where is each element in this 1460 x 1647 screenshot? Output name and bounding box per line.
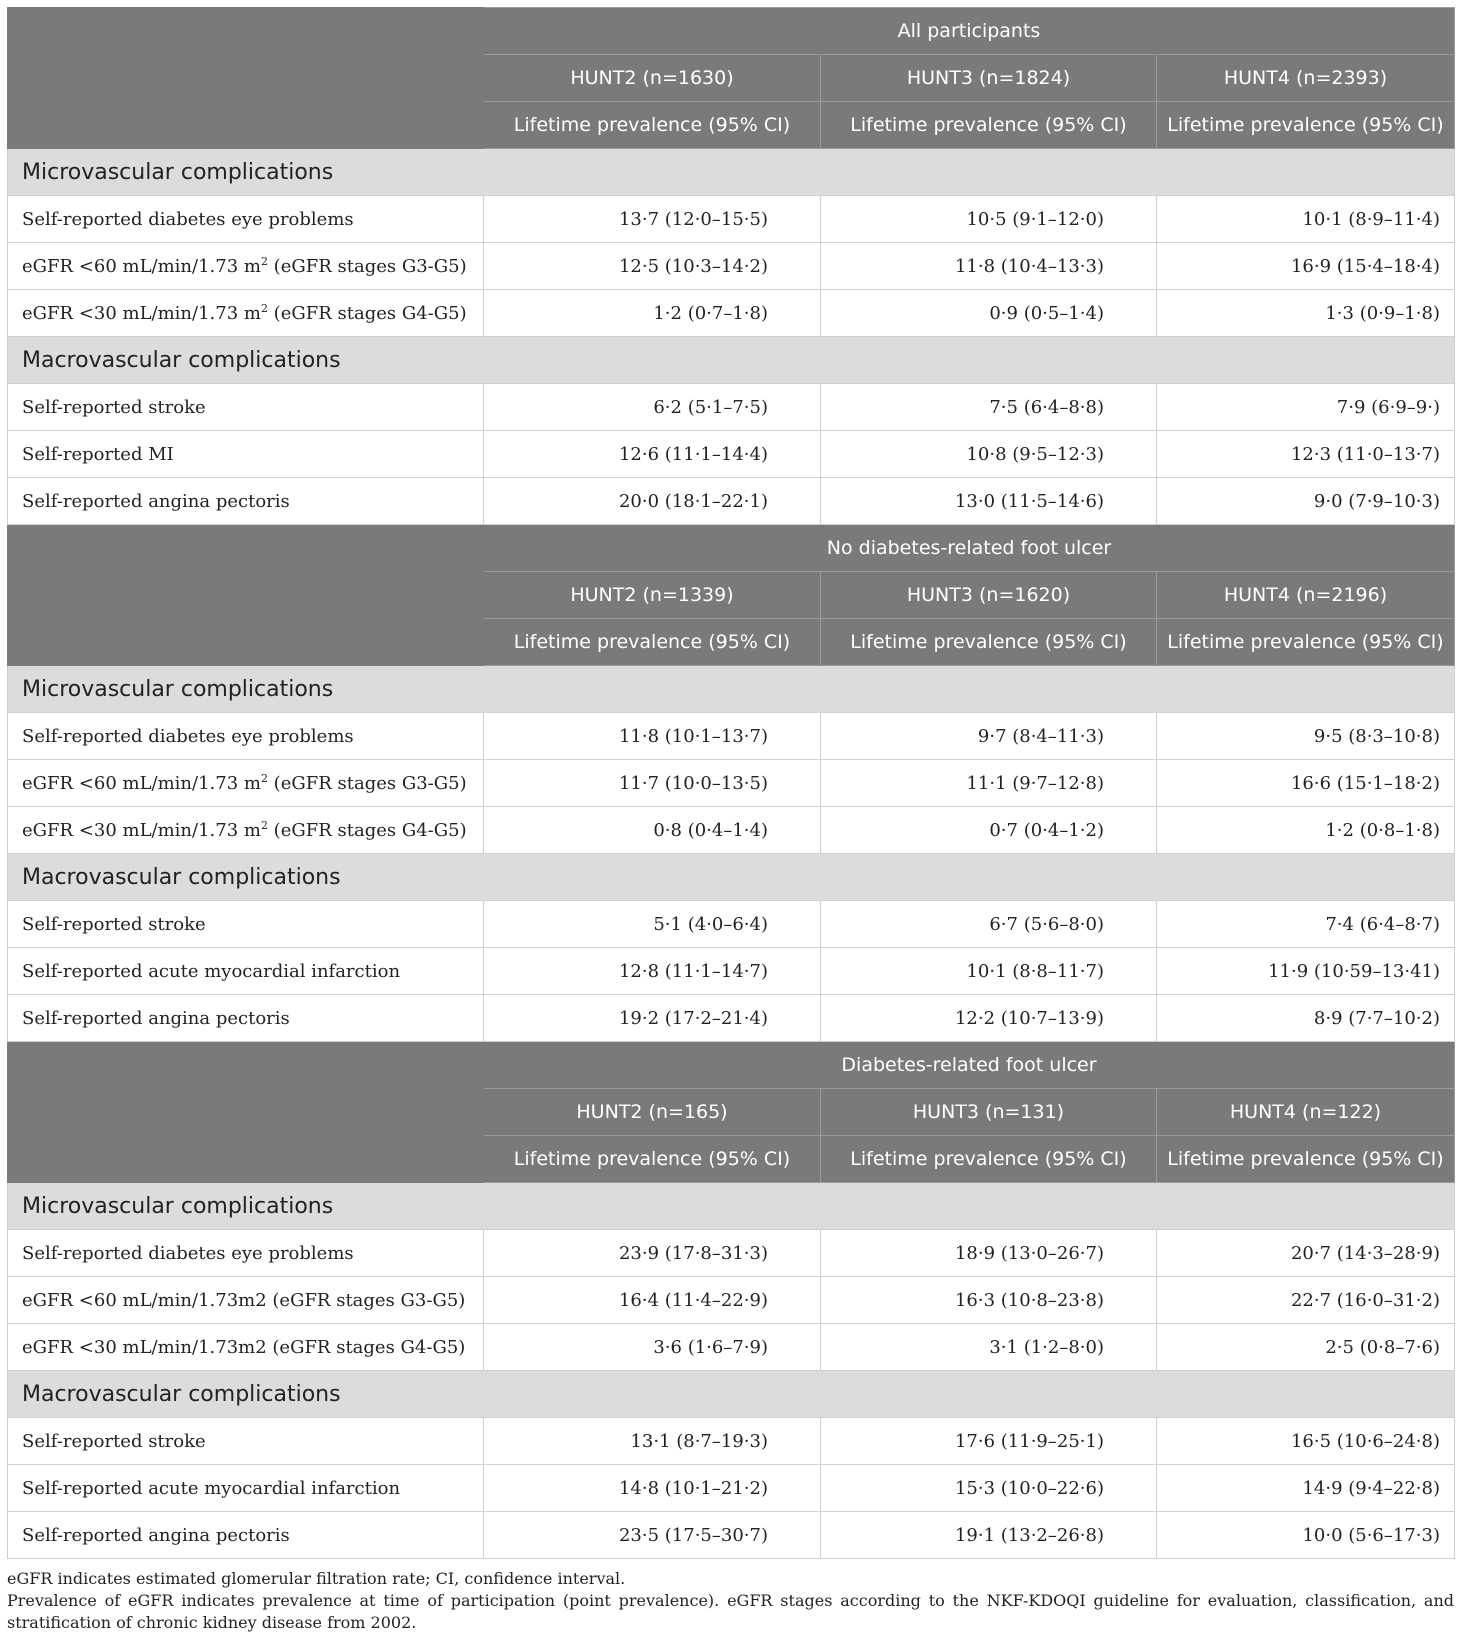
row-label [8, 384, 484, 431]
value-cell: 12·5 (10·3–14·2) [484, 243, 821, 290]
value-cell: 14·8 (10·1–21·2) [484, 1465, 821, 1512]
value-cell: 7·5 (6·4–8·8) [821, 384, 1157, 431]
section-row [8, 1183, 1455, 1230]
row-label-text: Self-reported diabetes eye problems [22, 725, 354, 747]
value-cell: 10·1 (8·8–11·7) [821, 948, 1157, 995]
row-label-superscript: 2 [260, 771, 268, 785]
value-cell: 3·6 (1·6–7·9) [484, 1324, 821, 1371]
value-cell: 13·0 (11·5–14·6) [821, 478, 1157, 525]
row-label [8, 1277, 484, 1324]
row-label-text: Self-reported acute myocardial infarction [22, 1477, 401, 1499]
metric-header: Lifetime prevalence (95% CI) [484, 102, 821, 149]
table-row [8, 1324, 1455, 1371]
table-row [8, 243, 1455, 290]
value-cell: 16·9 (15·4–18·4) [1157, 243, 1455, 290]
group-title: No diabetes-related foot ulcer [484, 525, 1455, 572]
cohort-header: HUNT2 (n=165) [484, 1089, 821, 1136]
row-label [8, 713, 484, 760]
row-label [8, 1512, 484, 1559]
table-row [8, 431, 1455, 478]
table-row [8, 713, 1455, 760]
value-cell: 12·3 (11·0–13·7) [1157, 431, 1455, 478]
value-cell: 16·5 (10·6–24·8) [1157, 1418, 1455, 1465]
metric-header-row [8, 1136, 1455, 1183]
header-spacer [8, 1089, 484, 1136]
value-cell: 20·0 (18·1–22·1) [484, 478, 821, 525]
row-label-suffix: (eGFR stages G4-G5) [267, 302, 467, 324]
value-cell: 13·7 (12·0–15·5) [484, 196, 821, 243]
value-cell: 11·8 (10·1–13·7) [484, 713, 821, 760]
section-row [8, 1371, 1455, 1418]
row-label-text: Self-reported MI [22, 443, 174, 465]
value-cell: 10·1 (8·9–11·4) [1157, 196, 1455, 243]
header-spacer [8, 55, 484, 102]
row-label-suffix: (eGFR stages G3-G5) [267, 255, 467, 277]
row-label-text: eGFR <60 mL/min/1.73 m [22, 772, 261, 794]
value-cell: 1·2 (0·8–1·8) [1157, 807, 1455, 854]
table-row [8, 196, 1455, 243]
table-row [8, 478, 1455, 525]
row-label-text: Self-reported stroke [22, 1430, 206, 1452]
value-cell: 12·6 (11·1–14·4) [484, 431, 821, 478]
value-cell: 1·2 (0·7–1·8) [484, 290, 821, 337]
row-label-text: Self-reported angina pectoris [22, 1007, 290, 1029]
table-row [8, 948, 1455, 995]
section-title: Macrovascular complications [8, 337, 1455, 384]
table-row [8, 384, 1455, 431]
cohort-header-row [8, 572, 1455, 619]
header-spacer [8, 572, 484, 619]
value-cell: 3·1 (1·2–8·0) [821, 1324, 1157, 1371]
metric-header: Lifetime prevalence (95% CI) [484, 1136, 821, 1183]
cohort-header: HUNT3 (n=1620) [821, 572, 1157, 619]
row-label-superscript: 2 [260, 301, 268, 315]
header-spacer [8, 1136, 484, 1183]
value-cell: 11·9 (10·59–13·41) [1157, 948, 1455, 995]
metric-header-row [8, 102, 1455, 149]
row-label-text: eGFR <60 mL/min/1.73m2 (eGFR stages G3-G5) [22, 1289, 466, 1311]
row-label-suffix: (eGFR stages G3-G5) [267, 772, 467, 794]
prevalence-table-container [7, 7, 1454, 1559]
row-label [8, 760, 484, 807]
row-label [8, 948, 484, 995]
section-row [8, 666, 1455, 713]
row-label-text: Self-reported angina pectoris [22, 1524, 290, 1546]
cohort-header: HUNT2 (n=1630) [484, 55, 821, 102]
value-cell: 19·1 (13·2–26·8) [821, 1512, 1157, 1559]
value-cell: 16·4 (11·4–22·9) [484, 1277, 821, 1324]
metric-header-row [8, 619, 1455, 666]
metric-header: Lifetime prevalence (95% CI) [1157, 102, 1455, 149]
row-label-text: Self-reported stroke [22, 913, 206, 935]
cohort-header: HUNT3 (n=1824) [821, 55, 1157, 102]
value-cell: 16·3 (10·8–23·8) [821, 1277, 1157, 1324]
value-cell: 8·9 (7·7–10·2) [1157, 995, 1455, 1042]
value-cell: 2·5 (0·8–7·6) [1157, 1324, 1455, 1371]
value-cell: 18·9 (13·0–26·7) [821, 1230, 1157, 1277]
row-label-text: eGFR <30 mL/min/1.73 m [22, 302, 261, 324]
row-label [8, 1230, 484, 1277]
value-cell: 15·3 (10·0–22·6) [821, 1465, 1157, 1512]
row-label [8, 1465, 484, 1512]
row-label [8, 901, 484, 948]
row-label-text: Self-reported stroke [22, 396, 206, 418]
group-header-row [8, 1042, 1455, 1089]
cohort-header-row [8, 1089, 1455, 1136]
value-cell: 11·8 (10·4–13·3) [821, 243, 1157, 290]
value-cell: 1·3 (0·9–1·8) [1157, 290, 1455, 337]
row-label [8, 290, 484, 337]
metric-header: Lifetime prevalence (95% CI) [484, 619, 821, 666]
section-row [8, 337, 1455, 384]
value-cell: 11·1 (9·7–12·8) [821, 760, 1157, 807]
value-cell: 10·8 (9·5–12·3) [821, 431, 1157, 478]
section-row [8, 149, 1455, 196]
metric-header: Lifetime prevalence (95% CI) [821, 1136, 1157, 1183]
value-cell: 17·6 (11·9–25·1) [821, 1418, 1157, 1465]
value-cell: 10·0 (5·6–17·3) [1157, 1512, 1455, 1559]
table-row [8, 1418, 1455, 1465]
header-spacer [8, 1042, 484, 1089]
cohort-header: HUNT4 (n=2393) [1157, 55, 1455, 102]
table-footnotes [7, 1568, 1454, 1634]
value-cell: 6·7 (5·6–8·0) [821, 901, 1157, 948]
metric-header: Lifetime prevalence (95% CI) [1157, 619, 1455, 666]
value-cell: 13·1 (8·7–19·3) [484, 1418, 821, 1465]
value-cell: 10·5 (9·1–12·0) [821, 196, 1157, 243]
group-title: All participants [484, 8, 1455, 55]
table-row [8, 901, 1455, 948]
footnote-abbreviations: eGFR indicates estimated glomerular filtration rate; CI, confidence interval. [7, 1569, 626, 1588]
section-title: Microvascular complications [8, 666, 1455, 713]
value-cell: 22·7 (16·0–31·2) [1157, 1277, 1455, 1324]
value-cell: 19·2 (17·2–21·4) [484, 995, 821, 1042]
value-cell: 23·9 (17·8–31·3) [484, 1230, 821, 1277]
cohort-header: HUNT3 (n=131) [821, 1089, 1157, 1136]
value-cell: 0·8 (0·4–1·4) [484, 807, 821, 854]
row-label [8, 478, 484, 525]
value-cell: 7·4 (6·4–8·7) [1157, 901, 1455, 948]
header-spacer [8, 102, 484, 149]
row-label-text: Self-reported diabetes eye problems [22, 208, 354, 230]
table-row [8, 995, 1455, 1042]
row-label [8, 1418, 484, 1465]
value-cell: 12·8 (11·1–14·7) [484, 948, 821, 995]
cohort-header: HUNT4 (n=122) [1157, 1089, 1455, 1136]
value-cell: 9·0 (7·9–10·3) [1157, 478, 1455, 525]
header-spacer [8, 619, 484, 666]
group-header-row [8, 525, 1455, 572]
table-row [8, 760, 1455, 807]
table-row [8, 290, 1455, 337]
header-spacer [8, 8, 484, 55]
row-label-superscript: 2 [260, 254, 268, 268]
cohort-header: HUNT4 (n=2196) [1157, 572, 1455, 619]
metric-header: Lifetime prevalence (95% CI) [821, 619, 1157, 666]
group-title: Diabetes-related foot ulcer [484, 1042, 1455, 1089]
table-row [8, 1230, 1455, 1277]
value-cell: 23·5 (17·5–30·7) [484, 1512, 821, 1559]
section-title: Microvascular complications [8, 1183, 1455, 1230]
footnote-egfr: Prevalence of eGFR indicates prevalence at time of participation (point prevalence). eGFR stages according to the NKF-KDOQI guideline for evaluation, classification, and stratification of chronic kidney disease from 2002. [7, 1591, 1454, 1632]
section-title: Macrovascular complications [8, 854, 1455, 901]
row-label-suffix: (eGFR stages G4-G5) [267, 819, 467, 841]
value-cell: 5·1 (4·0–6·4) [484, 901, 821, 948]
value-cell: 11·7 (10·0–13·5) [484, 760, 821, 807]
row-label [8, 196, 484, 243]
prevalence-table [7, 7, 1455, 1559]
table-row [8, 1512, 1455, 1559]
value-cell: 16·6 (15·1–18·2) [1157, 760, 1455, 807]
row-label [8, 995, 484, 1042]
group-header-row [8, 8, 1455, 55]
value-cell: 9·5 (8·3–10·8) [1157, 713, 1455, 760]
value-cell: 9·7 (8·4–11·3) [821, 713, 1157, 760]
row-label-text: Self-reported angina pectoris [22, 490, 290, 512]
metric-header: Lifetime prevalence (95% CI) [1157, 1136, 1455, 1183]
cohort-header-row [8, 55, 1455, 102]
row-label-text: eGFR <30 mL/min/1.73m2 (eGFR stages G4-G5) [22, 1336, 466, 1358]
value-cell: 6·2 (5·1–7·5) [484, 384, 821, 431]
row-label-text: eGFR <30 mL/min/1.73 m [22, 819, 261, 841]
row-label [8, 243, 484, 290]
row-label-text: Self-reported acute myocardial infarction [22, 960, 401, 982]
value-cell: 0·9 (0·5–1·4) [821, 290, 1157, 337]
value-cell: 0·7 (0·4–1·2) [821, 807, 1157, 854]
metric-header: Lifetime prevalence (95% CI) [821, 102, 1157, 149]
section-title: Microvascular complications [8, 149, 1455, 196]
value-cell: 12·2 (10·7–13·9) [821, 995, 1157, 1042]
cohort-header: HUNT2 (n=1339) [484, 572, 821, 619]
row-label-superscript: 2 [260, 818, 268, 832]
row-label [8, 807, 484, 854]
row-label [8, 1324, 484, 1371]
row-label [8, 431, 484, 478]
table-row [8, 1277, 1455, 1324]
row-label-text: Self-reported diabetes eye problems [22, 1242, 354, 1264]
section-row [8, 854, 1455, 901]
value-cell: 7·9 (6·9–9·) [1157, 384, 1455, 431]
value-cell: 14·9 (9·4–22·8) [1157, 1465, 1455, 1512]
value-cell: 20·7 (14·3–28·9) [1157, 1230, 1455, 1277]
table-row [8, 807, 1455, 854]
row-label-text: eGFR <60 mL/min/1.73 m [22, 255, 261, 277]
section-title: Macrovascular complications [8, 1371, 1455, 1418]
table-row [8, 1465, 1455, 1512]
header-spacer [8, 525, 484, 572]
